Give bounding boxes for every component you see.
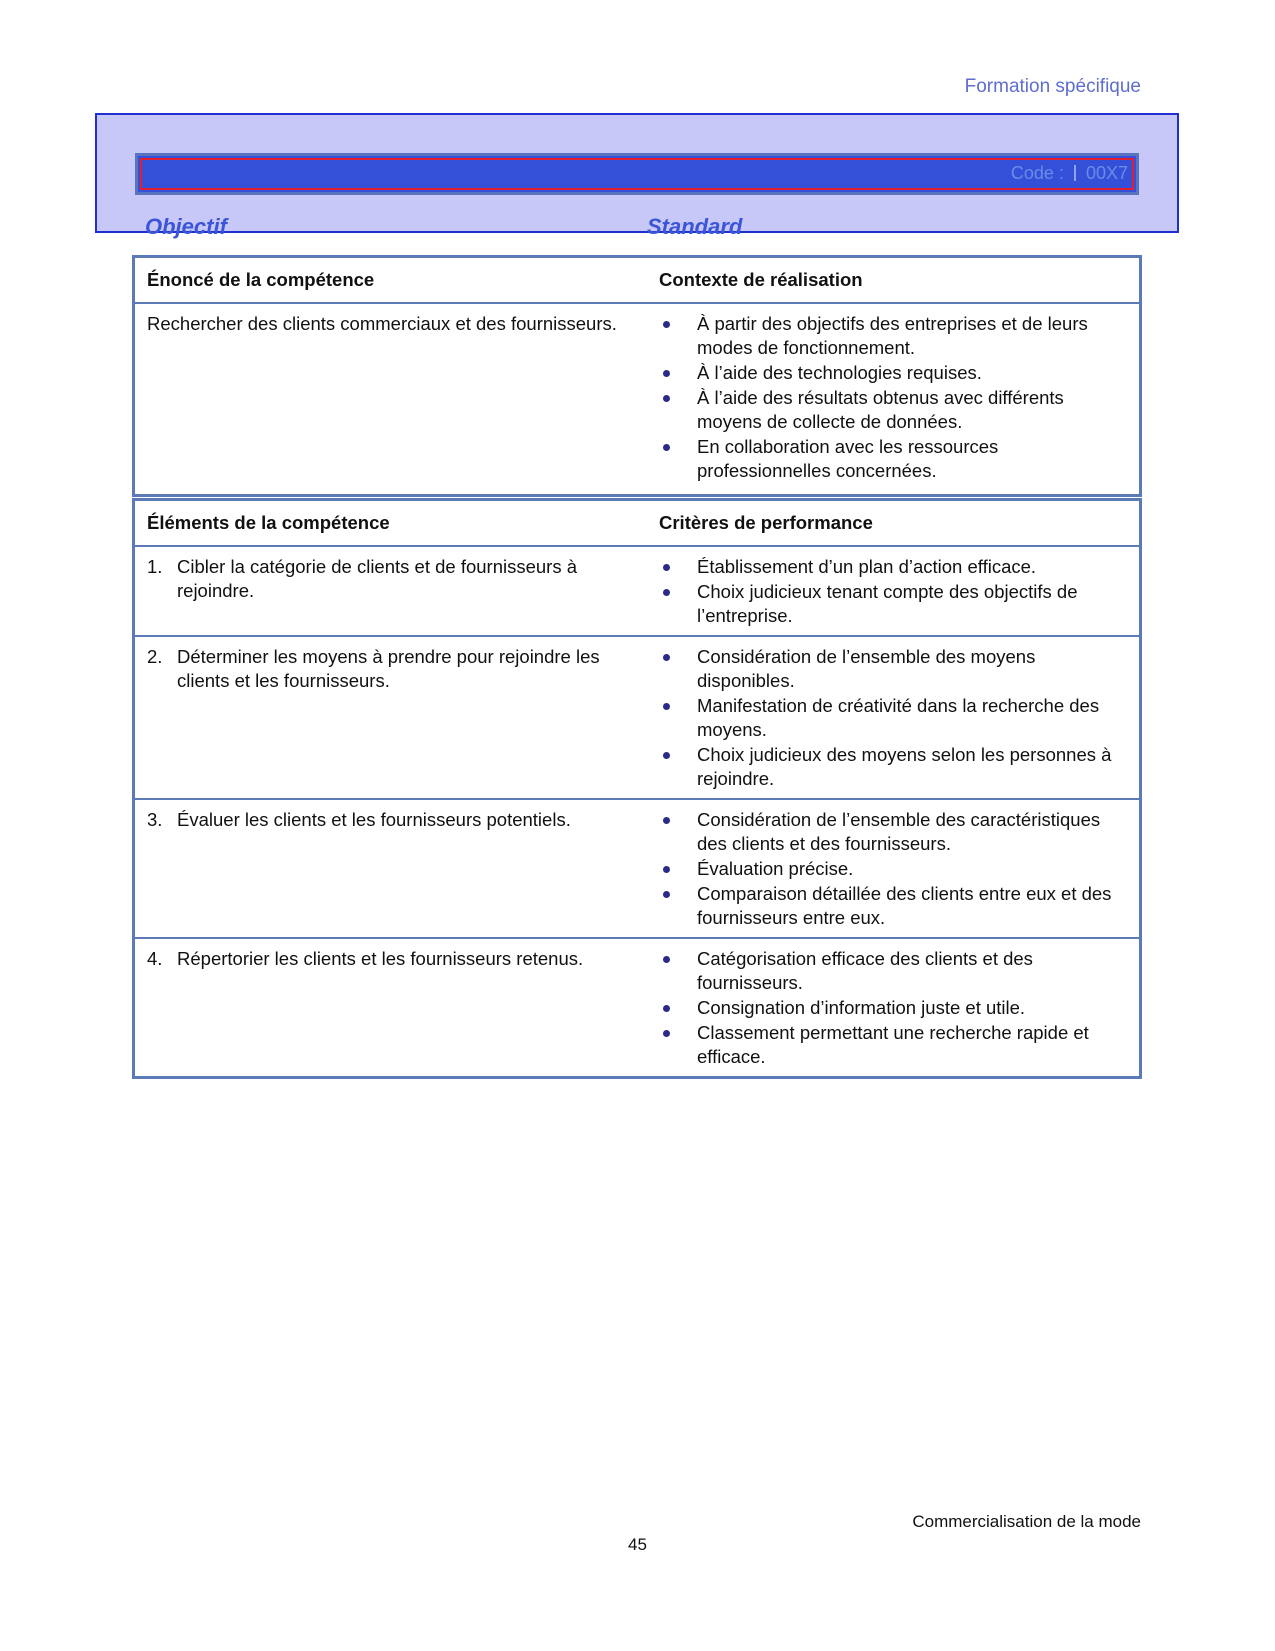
- code-label: Code :: [1010, 163, 1064, 183]
- list-item: Considération de l’ensemble des caractéristiques des clients et des fournisseurs.: [659, 808, 1129, 856]
- running-head: Formation spécifique: [964, 76, 1141, 97]
- footer-program: Commercialisation de la mode: [912, 1512, 1141, 1531]
- list-item: Évaluation précise.: [659, 857, 1129, 881]
- list-item: Considération de l’ensemble des moyens disponibles.: [659, 645, 1129, 693]
- list-item: À l’aide des résultats obtenus avec différents moyens de collecte de données.: [659, 386, 1129, 434]
- table-row: [134, 636, 1141, 799]
- list-item: Choix judicieux des moyens selon les personnes à rejoindre.: [659, 743, 1129, 791]
- list-item: À l’aide des technologies requises.: [659, 361, 1129, 385]
- criteria-list: [659, 645, 1129, 791]
- criteria-list: [659, 808, 1129, 930]
- objectif-heading: Objectif: [145, 214, 227, 239]
- list-item: En collaboration avec les ressources professionnelles concernées.: [659, 435, 1129, 483]
- code-separator: [1074, 165, 1076, 181]
- criteria-list: [659, 555, 1129, 628]
- element-item: 4. Répertorier les clients et les fournisseurs retenus.: [147, 948, 584, 969]
- code-value: 00X7: [1085, 163, 1128, 183]
- list-item: Manifestation de créativité dans la recherche des moyens.: [659, 694, 1129, 742]
- context-header: Contexte de réalisation: [647, 257, 1141, 304]
- element-item: 1. Cibler la catégorie de clients et de fournisseurs à rejoindre.: [147, 556, 578, 601]
- list-item: Choix judicieux tenant compte des objectifs de l’entreprise.: [659, 580, 1129, 628]
- list-item: Catégorisation efficace des clients et des fournisseurs.: [659, 947, 1129, 995]
- table-row: [134, 546, 1141, 636]
- list-item: Classement permettant une recherche rapide et efficace.: [659, 1021, 1129, 1069]
- criteria-header: Critères de performance: [647, 500, 1141, 547]
- elements-header: Éléments de la compétence: [134, 500, 648, 547]
- code-bar: [135, 153, 1139, 195]
- standard-heading: Standard: [647, 214, 743, 239]
- page-number: 45: [628, 1535, 647, 1554]
- list-item: Comparaison détaillée des clients entre eux et des fournisseurs entre eux.: [659, 882, 1129, 930]
- context-list: [659, 312, 1129, 483]
- table-row: [134, 938, 1141, 1078]
- header-box: [95, 113, 1179, 239]
- list-item: À partir des objectifs des entreprises et de leurs modes de fonctionnement.: [659, 312, 1129, 360]
- code-field: [1011, 163, 1128, 184]
- criteria-list: [659, 947, 1129, 1069]
- list-item: Consignation d’information juste et utile.: [659, 996, 1129, 1020]
- element-item: 2. Déterminer les moyens à prendre pour rejoindre les clients et les fournisseurs.: [147, 646, 600, 691]
- elements-table: [132, 498, 1142, 1079]
- competence-table: [132, 255, 1142, 497]
- competence-statement: Rechercher des clients commerciaux et des fournisseurs.: [147, 313, 617, 334]
- competence-statement-header: Énoncé de la compétence: [134, 257, 648, 304]
- element-item: 3. Évaluer les clients et les fournisseurs potentiels.: [147, 809, 571, 830]
- table-row: [134, 799, 1141, 938]
- list-item: Établissement d’un plan d’action efficace.: [659, 555, 1129, 579]
